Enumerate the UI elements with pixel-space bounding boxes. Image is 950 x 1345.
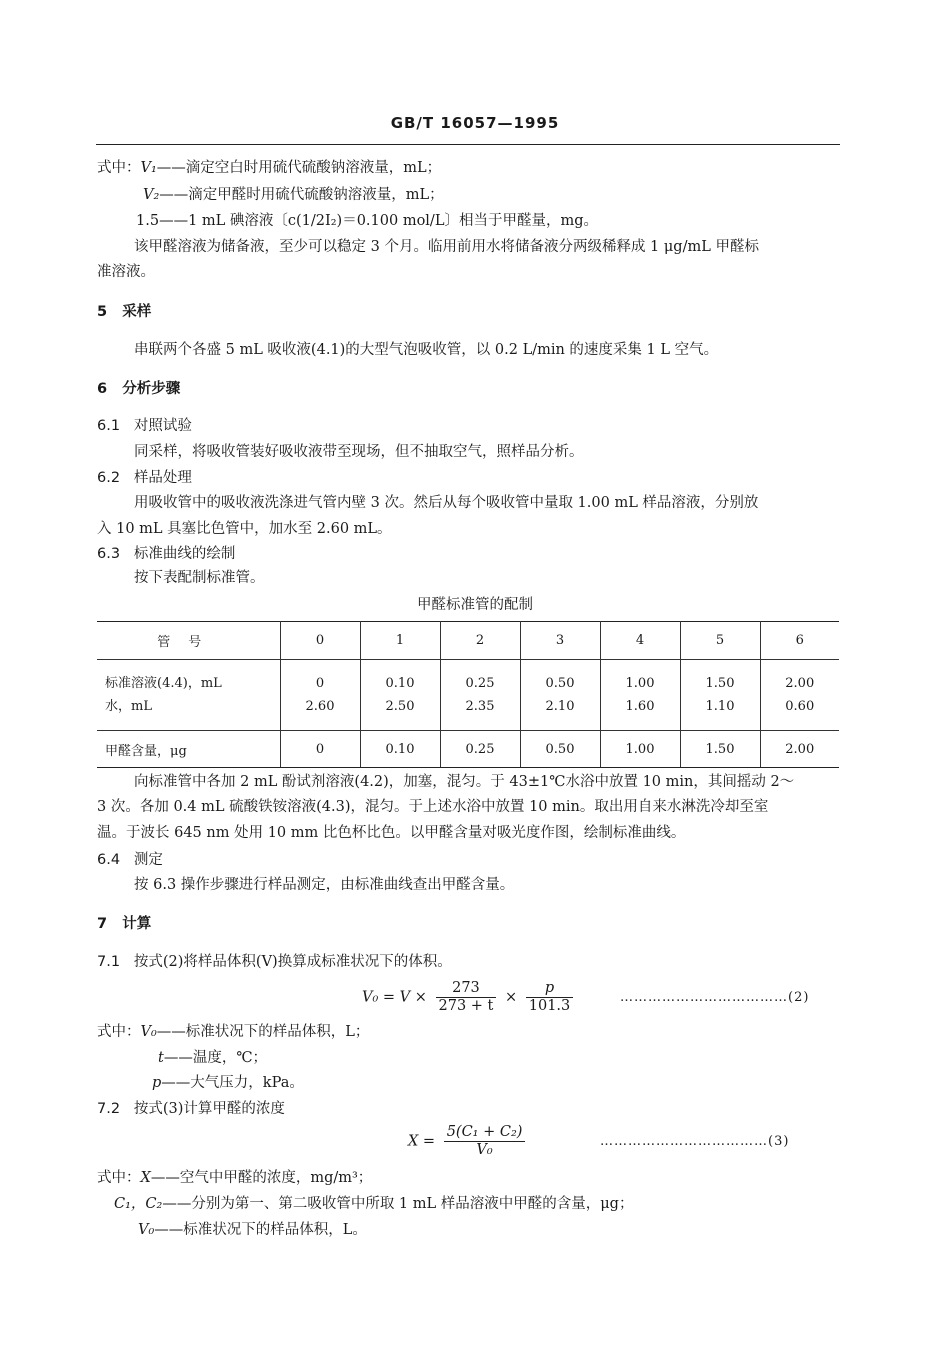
row-label-cell <box>97 660 280 731</box>
tube-number: 4 <box>600 622 680 660</box>
subsection-number: 6.4 <box>97 852 121 868</box>
water-value: 2.35 <box>465 699 495 714</box>
section-number: 6 <box>97 381 108 397</box>
definition-v0-second <box>138 1222 367 1239</box>
subsection-number: 7.2 <box>97 1101 121 1117</box>
subsection-title: 测定 <box>133 852 163 868</box>
std-value: 0.50 <box>545 676 575 691</box>
procedure-line2: 3 次。各加 0.4 mL 硫酸铁铵溶液(4.3)，混匀。于上述水浴中放置 10 min。取出用自来水淋洗冷却至室 <box>97 799 769 815</box>
definition-text: ——空气中甲醛的浓度，mg/m³； <box>150 1170 373 1186</box>
definition-symbol: V₂ <box>143 187 160 203</box>
subsection-7-2 <box>97 1101 285 1118</box>
definition-text: ——温度，℃； <box>163 1050 268 1066</box>
definition-x <box>97 1170 372 1187</box>
subsection-6-3-body: 按下表配制标准管。 <box>134 570 265 586</box>
definition-symbol: p <box>152 1075 162 1091</box>
definition-prefix: 式中： <box>97 1024 141 1040</box>
definition-line-v1 <box>97 160 441 177</box>
definition-text: ——滴定空白时用硫代硫酸钠溶液量，mL； <box>156 160 442 176</box>
section-title: 计算 <box>122 916 152 932</box>
fraction-numerator: 5(C₁ + C₂) <box>444 1124 526 1142</box>
subsection-7-1 <box>97 954 452 971</box>
definition-text: ——标准状况下的样品体积，L； <box>156 1024 370 1040</box>
definition-symbol: V₀ <box>140 1024 157 1040</box>
subsection-number: 6.3 <box>97 546 121 562</box>
table-header-row <box>97 622 839 660</box>
definition-prefix: 式中： <box>97 1170 141 1186</box>
subsection-6-3-heading <box>97 546 235 563</box>
formula-2 <box>362 980 577 1015</box>
section-7-heading <box>97 916 151 933</box>
subsection-6-4-body: 按 6.3 操作步骤进行样品测定，由标准曲线查出甲醛含量。 <box>134 877 515 893</box>
std-value: 0 <box>315 676 325 691</box>
standard-tube-table <box>97 621 839 768</box>
fraction-numerator: p <box>526 980 574 998</box>
formaldehyde-value: 0 <box>280 731 360 768</box>
definition-c1-c2 <box>114 1196 633 1213</box>
std-value: 0.10 <box>385 676 415 691</box>
subsection-6-1-heading <box>97 418 192 435</box>
water-value: 0.60 <box>785 699 815 714</box>
formaldehyde-value: 0.10 <box>360 731 440 768</box>
subsection-6-1-body: 同采样，将吸收管装好吸收液带至现场，但不抽取空气，照样品分析。 <box>134 444 584 460</box>
formula-lhs: X = <box>408 1133 436 1150</box>
table-cell <box>600 660 680 731</box>
row-label-std: 标准溶液(4.4)，mL <box>105 676 222 691</box>
tube-number: 6 <box>760 622 839 660</box>
section-6-heading <box>97 381 180 398</box>
table-caption: 甲醛标准管的配制 <box>417 597 533 613</box>
definition-text: ——滴定甲醛时用硫代硫酸钠溶液量，mL； <box>159 187 444 203</box>
subsection-6-2-line2: 入 10 mL 具塞比色管中，加水至 2.60 mL。 <box>97 521 392 537</box>
formula-lhs: V₀ = V × <box>362 989 427 1006</box>
procedure-line1: 向标准管中各加 2 mL 酚试剂溶液(4.2)，加塞，混匀。于 43±1℃水浴中放置 10 min，其间摇动 2～ <box>134 774 795 790</box>
formaldehyde-value: 0.25 <box>440 731 520 768</box>
subsection-body: 按式(2)将样品体积(V)换算成标准状况下的体积。 <box>133 954 452 970</box>
definition-p <box>152 1075 304 1092</box>
std-value: 1.50 <box>705 676 735 691</box>
formula-2-label: ………………………………(2) <box>620 990 810 1005</box>
water-value: 2.50 <box>385 699 415 714</box>
fraction-numerator: 273 <box>436 980 497 998</box>
subsection-number: 6.1 <box>97 418 121 434</box>
definition-v0 <box>97 1024 369 1041</box>
tube-number: 2 <box>440 622 520 660</box>
water-value: 2.10 <box>545 699 575 714</box>
header-rule <box>96 144 840 145</box>
table-cell <box>680 660 760 731</box>
table-cell <box>360 660 440 731</box>
section-number: 7 <box>97 916 108 932</box>
row-label-formaldehyde: 甲醛含量，μg <box>97 731 280 768</box>
fraction-denominator: V₀ <box>476 1142 493 1158</box>
table-cell <box>520 660 600 731</box>
water-value: 2.60 <box>305 699 335 714</box>
subsection-6-2-heading <box>97 470 192 487</box>
formula-3 <box>408 1124 529 1159</box>
document-header-title: GB/T 16057—1995 <box>390 114 560 132</box>
definition-text: ——分别为第一、第二吸收管中所取 1 mL 样品溶液中甲醛的含量，μg； <box>162 1196 634 1212</box>
formaldehyde-value: 1.50 <box>680 731 760 768</box>
tube-number: 3 <box>520 622 600 660</box>
formaldehyde-value: 2.00 <box>760 731 839 768</box>
table-header-label: 管号 <box>97 622 280 660</box>
subsection-6-4-heading <box>97 852 163 869</box>
row-label-water: 水，mL <box>105 699 152 714</box>
formaldehyde-value: 0.50 <box>520 731 600 768</box>
subsection-body: 按式(3)计算甲醛的浓度 <box>133 1101 285 1117</box>
definition-text: ——标准状况下的样品体积，L。 <box>154 1222 367 1238</box>
definition-line-factor <box>136 213 598 230</box>
fraction-denominator: 101.3 <box>528 998 571 1014</box>
stock-paragraph-line2: 准溶液。 <box>97 264 155 280</box>
subsection-title: 对照试验 <box>133 418 192 434</box>
subsection-title: 样品处理 <box>133 470 192 486</box>
definition-text: ——1 mL 碘溶液〔c(1/2I₂)＝0.100 mol/L〕相当于甲醛量，mg。 <box>159 213 598 229</box>
subsection-6-2-line1: 用吸收管中的吸收液洗涤进气管内壁 3 次。然后从每个吸收管中量取 1.00 mL 样品溶液，分别放 <box>134 495 759 511</box>
formaldehyde-value: 1.00 <box>600 731 680 768</box>
water-value: 1.10 <box>705 699 735 714</box>
formula-operator: × <box>504 989 518 1006</box>
std-value: 1.00 <box>625 676 655 691</box>
section-5-body: 串联两个各盛 5 mL 吸收液(4.1)的大型气泡吸收管，以 0.2 L/min 的速度采集 1 L 空气。 <box>134 342 719 358</box>
definition-text: ——大气压力，kPa。 <box>161 1075 304 1091</box>
table-cell <box>280 660 360 731</box>
definition-symbol: C₁，C₂ <box>114 1196 163 1212</box>
section-5-heading <box>97 304 151 321</box>
subsection-title: 标准曲线的绘制 <box>133 546 236 562</box>
formula-3-label: ………………………………(3) <box>600 1134 790 1149</box>
section-number: 5 <box>97 304 108 320</box>
table-cell <box>760 660 839 731</box>
table-row-std-water <box>97 660 839 731</box>
section-title: 分析步骤 <box>122 381 181 397</box>
definition-prefix: 式中： <box>97 160 141 176</box>
definition-line-v2 <box>143 187 444 204</box>
definition-symbol: t <box>158 1050 164 1066</box>
definition-symbol: V₀ <box>138 1222 155 1238</box>
tube-number: 5 <box>680 622 760 660</box>
subsection-number: 7.1 <box>97 954 121 970</box>
fraction-temperature <box>436 980 497 1015</box>
definition-symbol: 1.5 <box>136 213 160 229</box>
tube-number: 1 <box>360 622 440 660</box>
procedure-line3: 温。于波长 645 nm 处用 10 mm 比色杯比色。以甲醛含量对吸光度作图，绘制标准曲线。 <box>97 825 686 841</box>
subsection-number: 6.2 <box>97 470 121 486</box>
tube-number: 0 <box>280 622 360 660</box>
fraction-pressure <box>526 980 574 1015</box>
fraction-concentration <box>444 1124 526 1159</box>
table-cell <box>440 660 520 731</box>
water-value: 1.60 <box>625 699 655 714</box>
section-title: 采样 <box>122 304 152 320</box>
fraction-denominator: 273 + t <box>438 998 494 1014</box>
std-value: 2.00 <box>785 676 815 691</box>
definition-symbol: X <box>140 1170 151 1186</box>
definition-t <box>158 1050 267 1067</box>
std-value: 0.25 <box>465 676 495 691</box>
definition-symbol: V₁ <box>140 160 157 176</box>
stock-paragraph-line1: 该甲醛溶液为储备液，至少可以稳定 3 个月。临用前用水将储备液分两级稀释成 1 μg/mL 甲醛标 <box>134 239 759 255</box>
table-row-formaldehyde <box>97 731 839 768</box>
